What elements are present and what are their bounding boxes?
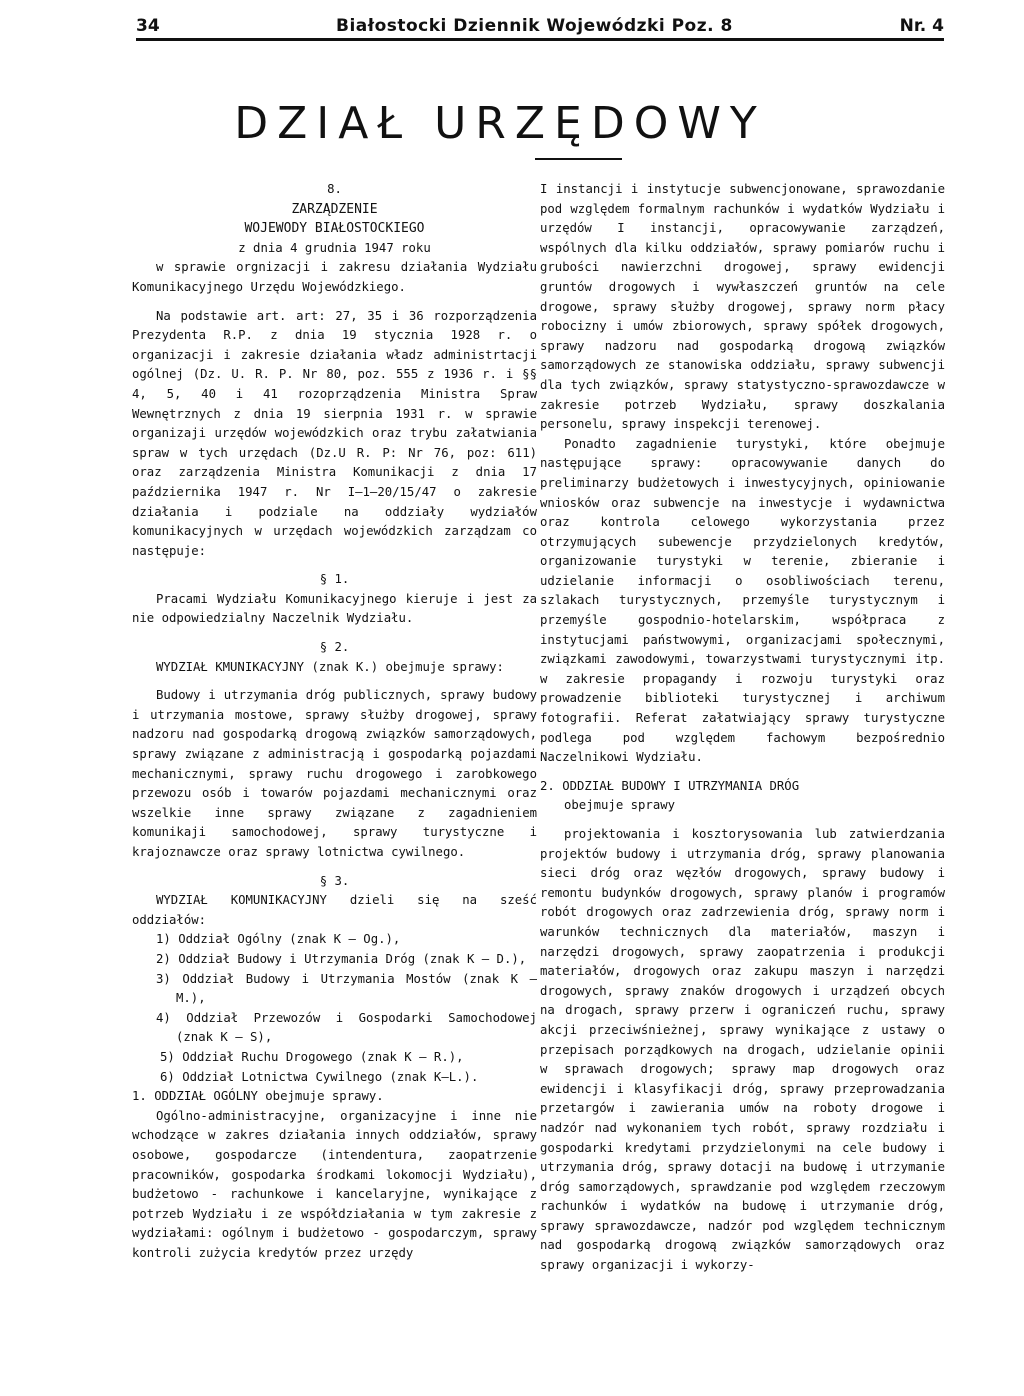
list-item: 3) Oddział Budowy i Utrzymania Mostów (znak K — M.), xyxy=(156,971,537,1006)
issue-number: Nr. 4 xyxy=(899,16,944,36)
subsection-heading: 1. ODDZIAŁ OGÓLNY obejmuje sprawy. xyxy=(132,1089,384,1104)
ordinance-date: z dnia 4 grudnia 1947 roku xyxy=(238,240,431,255)
paragraph-3-heading: WYDZIAŁ KOMUNIKACYJNY dzieli się na sześć oddziałów: xyxy=(132,893,537,927)
header-rule xyxy=(136,38,944,41)
page-number: 34 xyxy=(136,16,160,36)
paragraph-2-heading: WYDZIAŁ KMUNIKACYJNY (znak K.) obejmuje sprawy: xyxy=(156,659,504,674)
running-head xyxy=(136,10,944,40)
paragraph-1: Pracami Wydziału Komunikacyjnego kieruje i jest za nie odpowiedzialny Naczelnik Wydziału. xyxy=(132,591,537,626)
list-item: 2) Oddział Budowy i Utrzymania Dróg (znak K — D.), xyxy=(156,951,527,966)
paragraph-2-body: Budowy i utrzymania dróg publicznych, sprawy budowy i utrzymania mostowe, sprawy służby drogowej, sprawy nadzoru nad gospodarką drogową związków samorządowych, sprawy związane z administracją i gospodarką pojazdami mechanicznymi, sprawy ruchu drogowego i zarobkowego przewozu osób i towarów pojazdami mechanicznymi oraz wszelkie inne sprawy związane z zagadnieniem komunikaji samochodowej, sprawy turystyczne i krajoznawcze oraz sprawy lotnictwa cywilnego. xyxy=(132,688,537,859)
legal-basis-paragraph: Na podstawie art. art: 27, 35 i 36 rozporządzenia Prezydenta R.P. z dnia 19 stycznia 1928 r. o organizacji i zakresie działania władz administrtacji ogólnej (Dz. U. R. P. Nr 80, poz. 555 z 1936 r. i §§ 4, 5, 40 i 41 rozoprządzenia Ministra Spraw Wewnętrznych z dnia 19 sierpnia 1931 r. w sprawie organizaji urzędów wojewódzkich oraz trybu załatwiania spraw w tych urzędach (Dz.U R. P: Nr 76, poz: 611) oraz zarządzenia Ministra Komunikacji z dnia 17 października 1947 r. Nr I—1—20/15/47 o zakresie działania i podziale na oddziały wydziałów komunikacyjnych w urzędach wojewódzkich zarządzam co następuje: xyxy=(132,308,537,558)
subsection-body: projektowania i kosztorysowania lub zatwierdzania projektów budowy i utrzymania dróg, sprawy planowania sieci dróg oraz węzłów drogowych, sprawy budowy i remontu budynków drogowych, sprawy planów i programów robót drogowych oraz zadrzewienia dróg, sprawy norm i warunków technicznych dla materiałów, maszyn i narzędzi drogowych, sprawy zaopatrzenia i produkcji materiałów, drogowych oraz zakupu maszyn i narzędzi drogowych, sprawy znaków drogowych i urządzeń obcych na drogach, sprawy przerw i ograniczeń ruchu, sprawy akcji przeciwśnieżnej, sprawy wynikające z ustawy o przepisach porządkowych na drogach, udzielanie opinii w sprawach drogowych; sprawy map drogowych oraz ewidencji i klasyfikacji dróg, sprawy przeprowadzania przetargów i zawierania umów na roboty drogowe i nadzór nad wykonaniem tych robót, sprawy rozdziału i gospodarki kredytami przydzielonymi na cele budowy i utrzymania dróg, sprawy dotacji na budowę i utrzymanie dróg samorządowych, sprawdzanie pod względem rzeczowym rachunków i wydatków na budowę i utrzymanie dróg, sprawy sprawozdawcze, nadzór pod względem technicznym nad gospodarką drogową związków samorządowych oraz sprawy organizacji i wykorzy- xyxy=(540,827,945,1273)
list-item: 1) Oddział Ogólny (znak K — Og.), xyxy=(156,932,401,947)
list-item: 4) Oddział Przewozów i Gospodarki Samochodowej (znak K — S), xyxy=(156,1010,537,1045)
title-rule xyxy=(535,158,622,160)
subsection-body: Ogólno-administracyjne, organizacyjne i inne nie wchodzące w zakres działania innych oddziałów, sprawy osobowe, gospodarcze (intendentura, zaopatrzenie pracowników, gospodarka środkami lokomocji Wydziału), budżetowo - rachunkowe i kancelaryjne, wynikające z potrzeb Wydziału i ze współdziałania w tym zakresie z wydziałami: ogólnym i budżetowo - gospodarczym, sprawy kontroli zużycia kredytów przez urzędy xyxy=(132,1108,537,1260)
ordinance-subject: w sprawie orgnizacji i zakresu działania Wydziału Komunikacyjnego Urzędu Wojewódzkiego. xyxy=(132,260,537,294)
subsection-heading: 2. ODDZIAŁ BUDOWY I UTRZYMANIA DRÓG xyxy=(540,778,800,793)
right-column xyxy=(540,180,945,1380)
ordinance-issuer: WOJEWODY BIAŁOSTOCKIEGO xyxy=(244,221,425,237)
section-mark-1: § 1. xyxy=(319,572,350,587)
ordinance-heading: ZARZĄDZENIE xyxy=(291,201,378,217)
section-mark-2: § 2. xyxy=(319,640,350,655)
subsection-intro: obejmuje sprawy xyxy=(564,798,676,813)
list-item: 5) Oddział Ruchu Drogowego (znak K — R.), xyxy=(160,1049,464,1064)
journal-title: Białostocki Dziennik Wojewódzki Poz. 8 xyxy=(336,16,733,36)
section-mark-3: § 3. xyxy=(319,873,350,888)
section-title: DZIAŁ URZĘDOWY xyxy=(234,98,766,149)
tourism-paragraph: Ponadto zagadnienie turystyki, które obejmuje następujące sprawy: opracowywanie danych do preliminarzy budżetowych i inwestycyjnych, opiniowanie wniosków oraz subwencje na inwestycje i wydawnictwa oraz kontrola celowego wykorzystania przez otrzymujących subewencje przydzielonych kredytów, organizowanie turystyki w terenie, zbieranie i udzielanie informacji o osobliwościach terenu, szlakach turystycznych, przemyśle turystycznym i przemyśle gospodnio-hotelarskim, współpraca z instytucjami państwowymi, organizacjami społecznymi, związkami zawodowymi, towarzystwami turystycznymi itp. w zakresie propagandy i rozwoju turystyki oraz prowadzenie biblioteki turystycznej i archiwum fotografii. Referat załatwiający sprawy turystyczne podlega pod względem fachowym bezpośrednio Naczelnikowi Wydziału. xyxy=(540,436,945,765)
list-item: 6) Oddział Lotnictwa Cywilnego (znak K—L.). xyxy=(160,1069,479,1084)
left-column xyxy=(132,180,537,1380)
continued-paragraph: I instancji i instytucje subwencjonowane, sprawozdanie pod względem formalnym rachunków i wydatków Wydziału i urzędów I instancji, opracowywanie zarządzeń, wspólnych dla kilku oddziałów, sprawy pomiarów ruchu i grubości nawierzchni drogowej, sprawy ewidencji gruntów drogowych i wywłaszczeń gruntów na cele drogowe, sprawy służby drogowej, sprawy norm płacy robocizny i umów zbiorowych, sprawy spółek drogowych, sprawy nadzoru nad gospodarką drogową związków samorządowych ze stanowiska oddziału, sprawy subwencji dla tych związków, sprawy statystyczno-sprawozdawcze w zakresie potrzeb Wydziału, sprawy doszkalania personelu, sprawy inspekcji terenowej. xyxy=(540,182,945,432)
ordinance-number: 8. xyxy=(327,182,342,196)
